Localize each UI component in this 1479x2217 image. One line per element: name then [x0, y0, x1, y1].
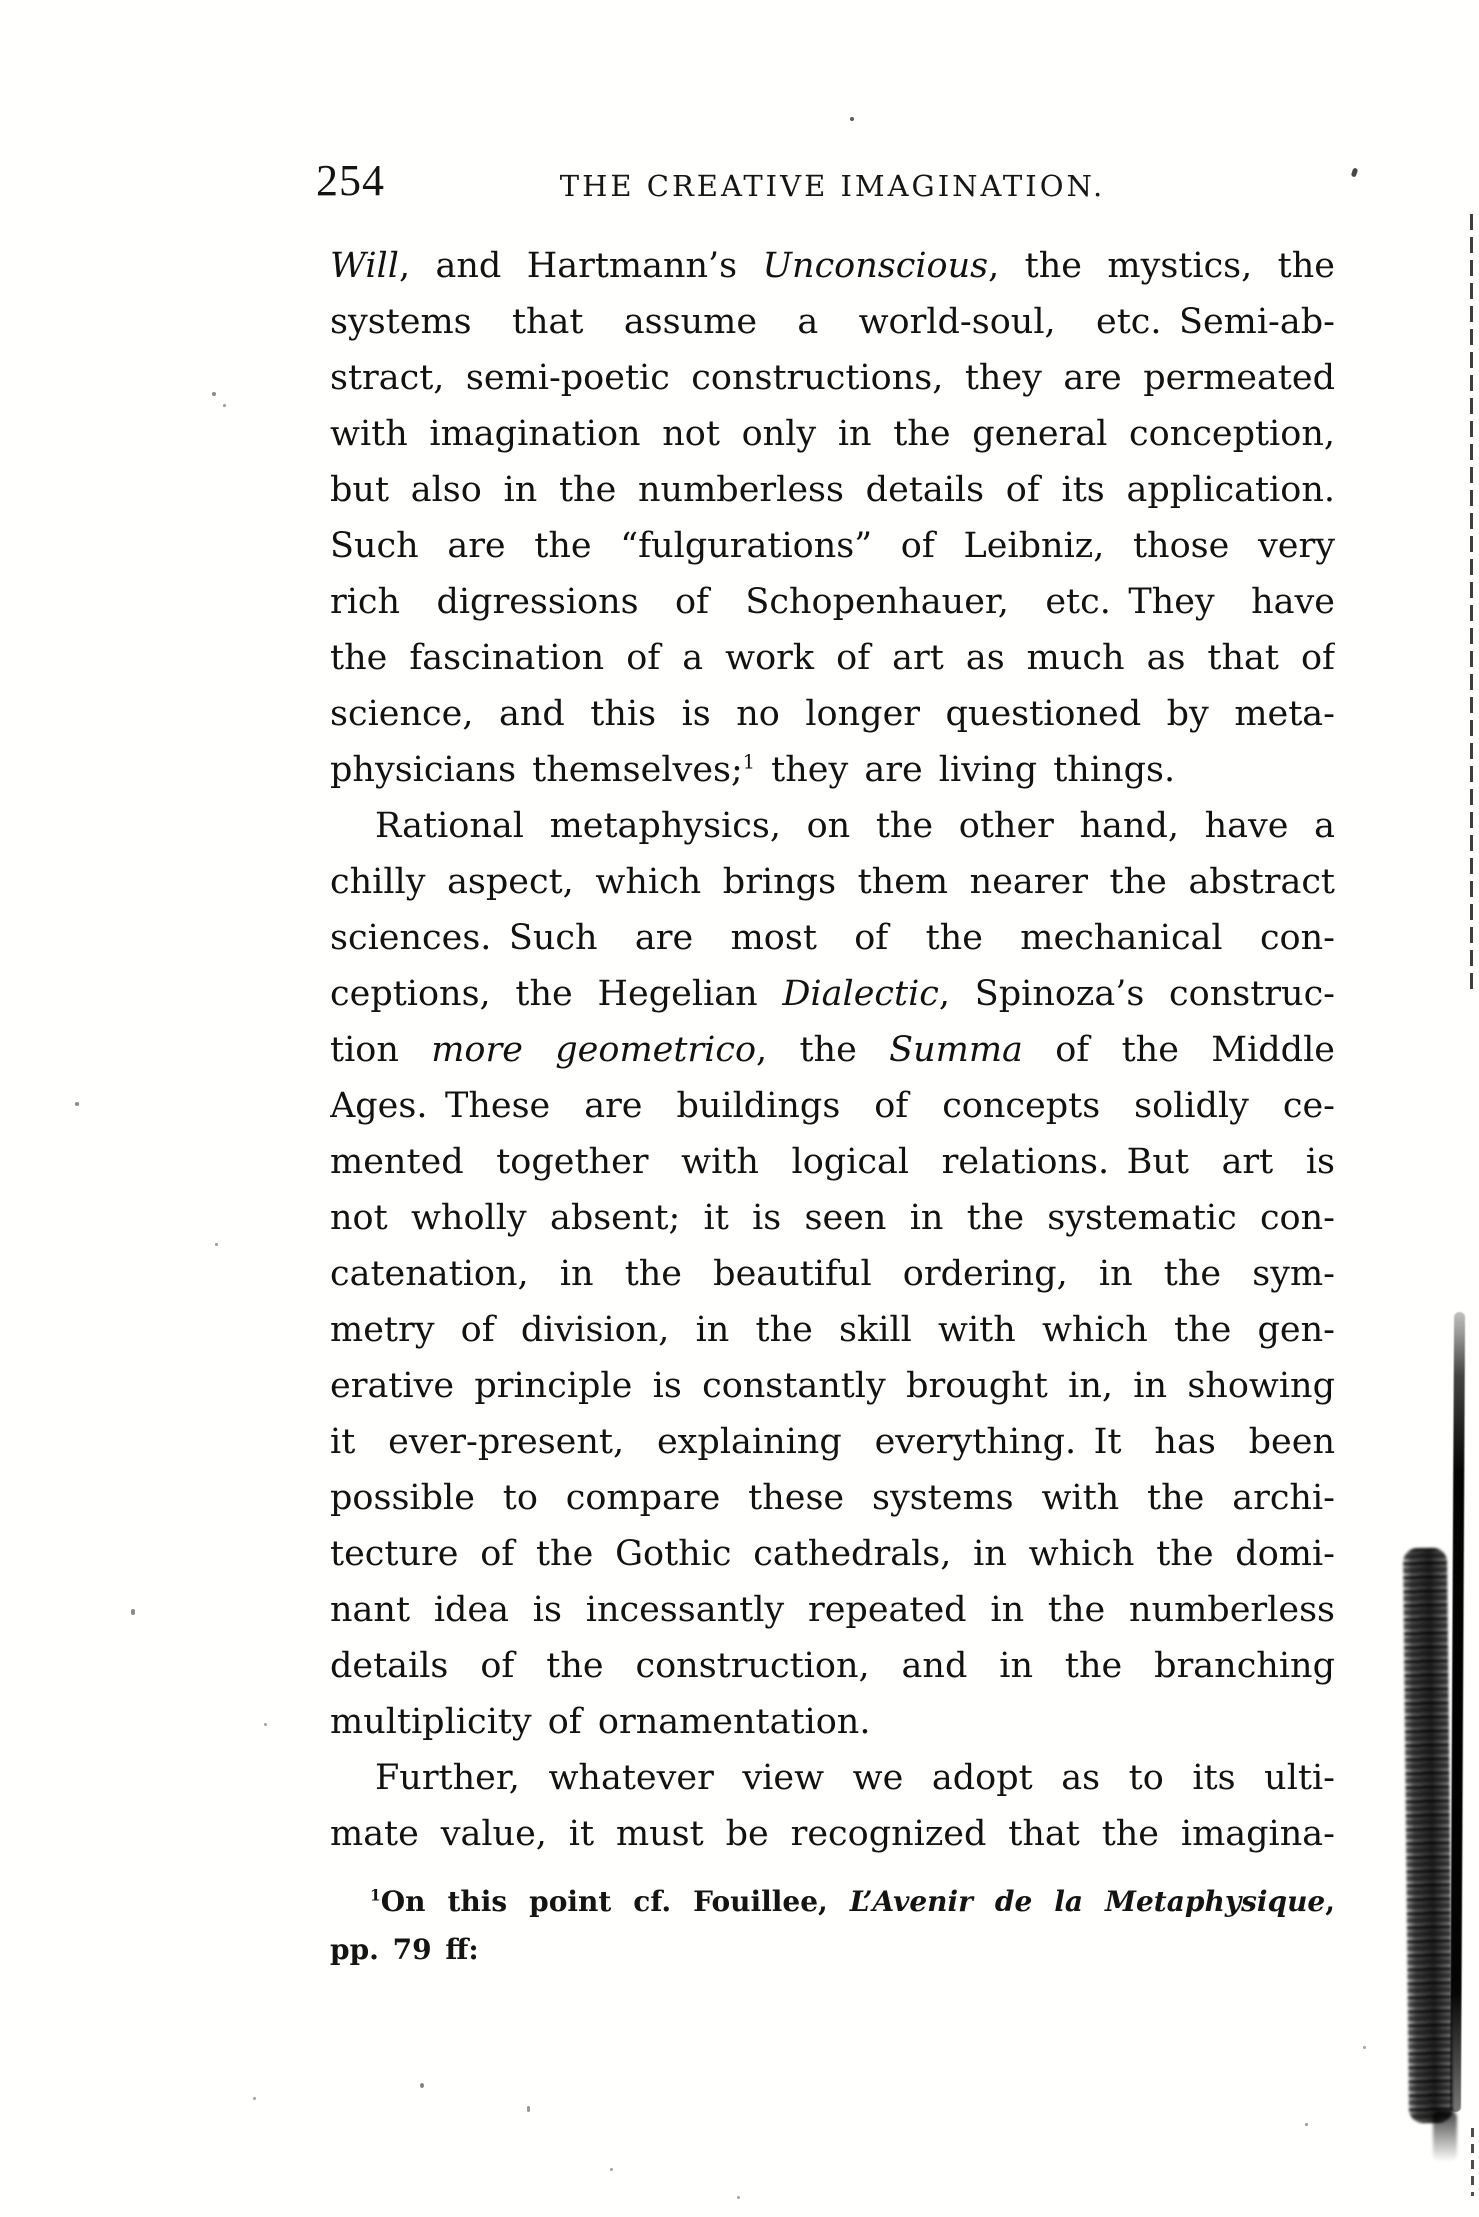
- text-segment: of the Middle: [1022, 1030, 1335, 1070]
- ink-speck: [1305, 2123, 1308, 2126]
- text-segment: nant idea is incessantly repeated in the numberless: [330, 1590, 1335, 1630]
- text-line: [330, 742, 1335, 798]
- ink-speck: [737, 2196, 740, 2199]
- text-line: [330, 1414, 1335, 1470]
- text-line: [330, 1750, 1335, 1806]
- text-segment: Further, whatever view we adopt as to its ulti-: [375, 1758, 1335, 1798]
- scan-binding-smudge: [1403, 1548, 1453, 2123]
- text-segment: , and Hartmann’s: [398, 246, 763, 286]
- text-line: [330, 574, 1335, 630]
- text-segment: Dialectic: [782, 974, 939, 1014]
- text-line: [330, 1526, 1335, 1582]
- ink-speck: [1363, 2046, 1366, 2049]
- text-line: [330, 1926, 1335, 1974]
- ink-speck: [131, 1609, 135, 1615]
- text-line: [330, 1358, 1335, 1414]
- text-line: [330, 1246, 1335, 1302]
- text-line: [330, 518, 1335, 574]
- text-segment: , the mystics, the: [988, 246, 1335, 286]
- text-line: [330, 1878, 1335, 1926]
- text-line: [330, 462, 1335, 518]
- text-line: [330, 1638, 1335, 1694]
- text-line: [330, 910, 1335, 966]
- text-segment: more geometrico: [431, 1030, 757, 1070]
- text-line: [330, 1806, 1335, 1862]
- text-segment: L’Avenir de la Metaphysique: [849, 1885, 1326, 1918]
- text-line: [330, 854, 1335, 910]
- text-segment: with imagination not only in the general conception,: [330, 414, 1335, 454]
- text-line: [330, 406, 1335, 462]
- text-line: [330, 1582, 1335, 1638]
- footnote-marker: 1: [742, 750, 756, 774]
- text-segment: not wholly absent; it is seen in the systematic con-: [330, 1198, 1335, 1238]
- running-title: THE CREATIVE IMAGINATION.: [559, 169, 1106, 203]
- text-segment: they are living things.: [755, 750, 1176, 790]
- ink-speck: [850, 117, 854, 121]
- text-segment: , Spinoza’s construc-: [938, 974, 1335, 1014]
- text-line: [330, 1022, 1335, 1078]
- text-line: [330, 1134, 1335, 1190]
- ink-speck: [264, 1723, 267, 1726]
- footnote-marker: 1: [370, 1886, 381, 1905]
- text-segment: ,: [1325, 1885, 1335, 1918]
- text-segment: Rational metaphysics, on the other hand, have a: [375, 806, 1335, 846]
- text-segment: multiplicity of ornamentation.: [330, 1702, 871, 1742]
- text-segment: physicians themselves;: [330, 750, 743, 790]
- ink-speck: [527, 2106, 530, 2112]
- text-line: [330, 1190, 1335, 1246]
- text-segment: Such are the “fulgurations” of Leibniz, those very: [330, 526, 1335, 566]
- text-segment: Ages. These are buildings of concepts solidly ce-: [330, 1086, 1335, 1126]
- scan-smudge-tail: [1433, 2110, 1457, 2162]
- text-segment: tion: [330, 1030, 432, 1070]
- ink-speck: [215, 1243, 218, 1246]
- text-segment: systems that assume a world-soul, etc. Semi-ab-: [330, 302, 1335, 342]
- text-segment: metry of division, in the skill with which the gen-: [330, 1310, 1335, 1350]
- ink-speck: [253, 2097, 256, 2100]
- text-segment: sciences. Such are most of the mechanical con-: [330, 918, 1335, 958]
- page-body: [330, 238, 1335, 1862]
- scan-edge-line-top: [1470, 214, 1473, 990]
- ink-speck: [223, 404, 226, 407]
- text-segment: details of the construction, and in the branching: [330, 1646, 1335, 1686]
- text-line: [330, 350, 1335, 406]
- scan-binding-streak: [1450, 1312, 1465, 2112]
- text-segment: possible to compare these systems with the archi-: [330, 1478, 1335, 1518]
- text-segment: but also in the numberless details of its application.: [330, 470, 1335, 510]
- text-segment: stract, semi-poetic constructions, they are permeated: [330, 358, 1335, 398]
- text-segment: science, and this is no longer questioned by meta-: [330, 694, 1335, 734]
- text-segment: rich digressions of Schopenhauer, etc. They have: [330, 582, 1335, 622]
- text-line: [330, 1470, 1335, 1526]
- footnote: [330, 1878, 1335, 1974]
- text-segment: mented together with logical relations. But art is: [330, 1142, 1335, 1182]
- ink-speck: [610, 2168, 613, 2171]
- text-line: [330, 238, 1335, 294]
- ink-speck: [75, 1102, 79, 1106]
- text-line: [330, 798, 1335, 854]
- text-segment: ceptions, the Hegelian: [330, 974, 783, 1014]
- paragraph: [330, 798, 1335, 1750]
- ink-speck: [420, 2083, 424, 2088]
- text-line: [330, 1694, 1335, 1750]
- page-number: 254: [316, 156, 385, 205]
- text-line: [330, 686, 1335, 742]
- text-segment: Summa: [889, 1030, 1023, 1070]
- text-segment: it ever-present, explaining everything. It has been: [330, 1422, 1335, 1462]
- text-segment: chilly aspect, which brings them nearer the abstract: [330, 862, 1335, 902]
- text-segment: the fascination of a work of art as much as that of: [330, 638, 1335, 678]
- paragraph: [330, 1750, 1335, 1862]
- text-line: [330, 966, 1335, 1022]
- text-line: [330, 294, 1335, 350]
- text-segment: Unconscious: [762, 246, 989, 286]
- text-segment: tecture of the Gothic cathedrals, in which the domi-: [330, 1534, 1335, 1574]
- text-line: [330, 630, 1335, 686]
- text-segment: , the: [756, 1030, 890, 1070]
- paragraph: [330, 238, 1335, 798]
- text-line: [330, 1078, 1335, 1134]
- ink-speck: [212, 392, 216, 396]
- text-segment: On this point cf. Fouillee,: [380, 1885, 850, 1918]
- text-segment: catenation, in the beautiful ordering, in the sym-: [330, 1254, 1335, 1294]
- text-segment: Will: [330, 246, 399, 286]
- text-segment: mate value, it must be recognized that the imagina-: [330, 1814, 1335, 1854]
- text-line: [330, 1302, 1335, 1358]
- text-segment: erative principle is constantly brought in, in showing: [330, 1366, 1335, 1406]
- scan-edge-line-bottom: [1471, 2128, 1474, 2196]
- ink-speck: [1351, 167, 1359, 177]
- text-segment: pp. 79 ff:: [330, 1933, 479, 1966]
